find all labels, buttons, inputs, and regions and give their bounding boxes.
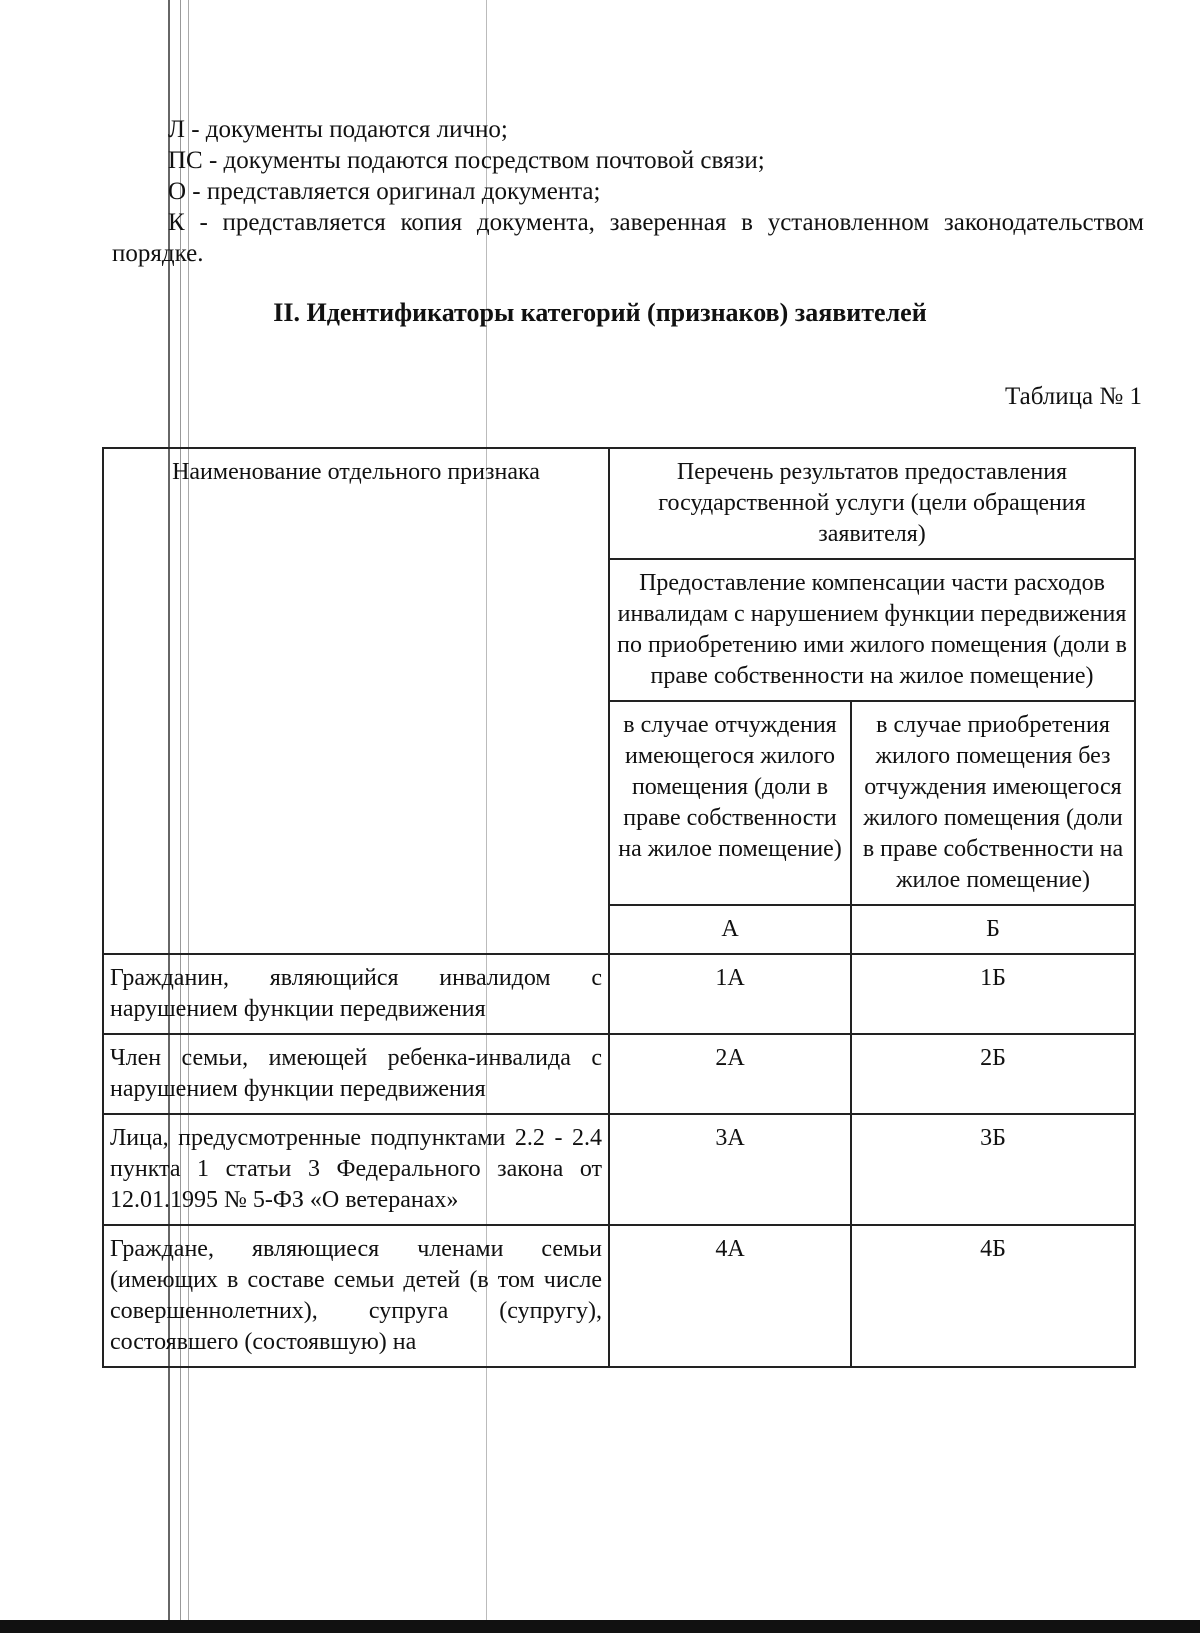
row-a-cell: 3А: [609, 1114, 851, 1225]
header-name-cell: Наименование отдельного признака: [103, 448, 609, 954]
code-b-cell: Б: [851, 905, 1135, 954]
table-header-row: [103, 448, 1135, 559]
table-row: [103, 1225, 1135, 1367]
table-row: [103, 1034, 1135, 1114]
table-row: [103, 1114, 1135, 1225]
header-col-b: в случае приобретения жилого помещения без отчуждения имеющегося жилого помещения (доли в праве собственности на жилое помещение): [851, 701, 1135, 905]
row-name-cell: Лица, предусмотренные подпунктами 2.2 - 2.4 пункта 1 статьи 3 Федерального закона от 12.01.1995 № 5-ФЗ «О ветеранах»: [103, 1114, 609, 1225]
section-title: II. Идентификаторы категорий (признаков) заявителей: [273, 298, 927, 327]
code-a-cell: А: [609, 905, 851, 954]
table-caption: Таблица № 1: [1004, 383, 1142, 410]
table-row: [103, 954, 1135, 1034]
row-name-cell: Член семьи, имеющей ребенка-инвалида с нарушением функции передвижения: [103, 1034, 609, 1114]
legend-line: ПС - документы подаются посредством почтовой связи;: [168, 147, 765, 174]
row-b-cell: 3Б: [851, 1114, 1135, 1225]
row-a-cell: 4А: [609, 1225, 851, 1367]
legend-line: К - представляется копия документа, заверенная в установленном законодательством порядке.: [112, 209, 1144, 267]
row-a-cell: 2А: [609, 1034, 851, 1114]
legend-line: О - представляется оригинал документа;: [168, 178, 601, 205]
legend-block: [112, 114, 1144, 269]
row-a-cell: 1А: [609, 954, 851, 1034]
categories-table: [102, 447, 1136, 1368]
legend-line: Л - документы подаются лично;: [168, 116, 508, 143]
header-col-a: в случае отчуждения имеющегося жилого помещения (доли в праве собственности на жилое помещение): [609, 701, 851, 905]
row-name-cell: Гражданин, являющийся инвалидом с нарушением функции передвижения: [103, 954, 609, 1034]
row-b-cell: 1Б: [851, 954, 1135, 1034]
row-b-cell: 2Б: [851, 1034, 1135, 1114]
scan-artifact-bottom-edge: [0, 1620, 1200, 1633]
header-service-cell: Предоставление компенсации части расходов инвалидам с нарушением функции передвижения по приобретению ими жилого помещения (доли в праве собственности на жилое помещение): [609, 559, 1135, 701]
row-b-cell: 4Б: [851, 1225, 1135, 1367]
header-results-cell: Перечень результатов предоставления государственной услуги (цели обращения заявителя): [609, 448, 1135, 559]
row-name-cell: Граждане, являющиеся членами семьи (имеющих в составе семьи детей (в том числе совершеннолетних), супруга (супругу), состоявшего (состоявшую) на: [103, 1225, 609, 1367]
